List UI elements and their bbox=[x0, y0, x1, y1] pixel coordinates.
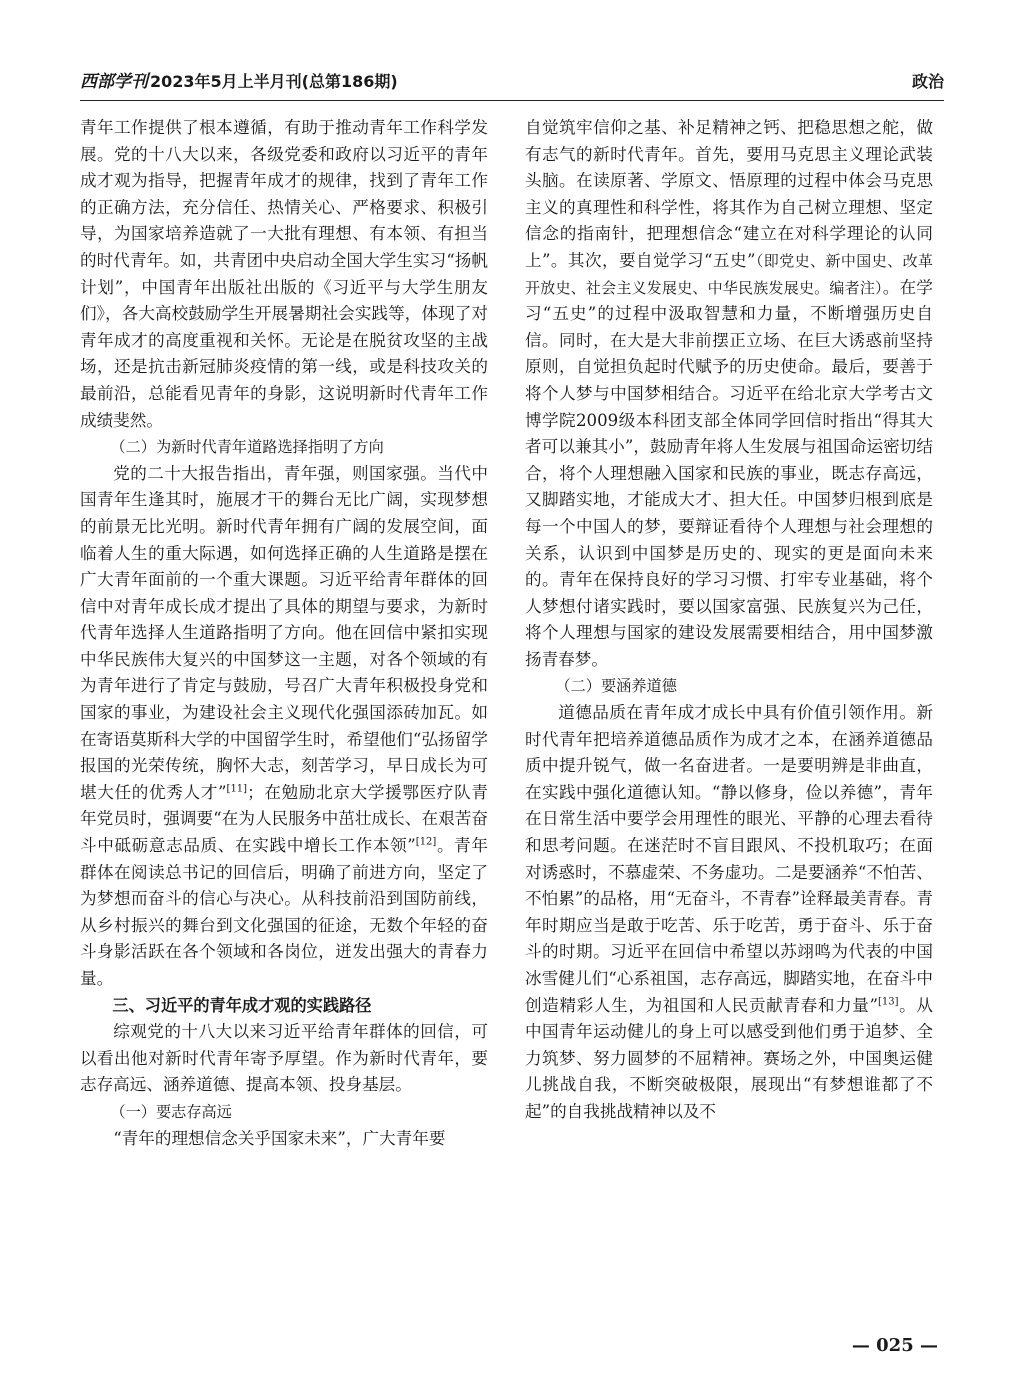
paragraph-text: 党的二十大报告指出，青年强，则国家强。当代中国青年生逢其时，施展才干的舞台无比广阔，实现梦想的前景无比光明。新时代青年拥有广阔的发展空间，面临着人生的重大际遇，如何选择正确的人生道路是摆在广大青年面前的一个重大课题。习近平给青年群体的回信中对青年成长成才提出了具体的期望与要求，为新时代青年选择人生道路指明了方向。他在回信中紧扣实现中华民族伟大复兴的中国梦这一主题，对各个领域的有为青年进行了肯定与鼓励，号召广大青年积极投身党和国家的事业，为建设社会主义现代化强国添砖加瓦。如在寄语莫斯科大学的中国留学生时，希望他们“弘扬留学报国的光荣传统，胸怀大志，刻苦学习，早日成长为可堪大任的优秀人才” bbox=[80, 463, 488, 802]
paragraph-text: 。从中国青年运动健儿的身上可以感受到他们勇于追梦、全力筑梦、努力圆梦的不屈精神。赛场之外，中国奥运健儿挑战自我，不断突破极限，展现出“有梦想谁都了不起”的自我挑战精神以及不 bbox=[525, 995, 933, 1121]
journal-masthead bbox=[80, 67, 398, 92]
journal-logo: 西部学刊 bbox=[80, 72, 148, 92]
page-header bbox=[80, 62, 944, 92]
editor-note: （即党史、新中国史、改革开放史、社会主义发展史、中华民族发展史。编者注） bbox=[525, 251, 933, 297]
paragraph: 青年工作提供了根本遵循，有助于推动青年工作科学发展。党的十八大以来，各级党委和政府以习近平的青年成才观为指导，把握青年成才的规律，找到了青年工作的正确方法，充分信任、热情关心、严格要求、积极引导，为国家培养造就了一大批有理想、有本领、有担当的时代青年。如，共青团中央启动全国大学生实习“扬帆计划”，中国青年出版社出版的《习近平与大学生朋友们》，各大高校鼓励学生开展暑期社会实践等，体现了对青年成才的高度重视和关怀。无论是在脱贫攻坚的主战场，还是抗击新冠肺炎疫情的第一线，或是科技攻关的最前沿，总能看见青年的身影，这说明新时代青年工作成绩斐然。 bbox=[80, 118, 488, 430]
issue-info: 2023年5月上半月刊(总第186期) bbox=[150, 72, 398, 91]
subheading: （二）为新时代青年道路选择指明了方向 bbox=[110, 438, 384, 457]
paragraph bbox=[80, 461, 488, 993]
left-column bbox=[80, 115, 488, 1152]
citation-ref: [13] bbox=[878, 996, 899, 1008]
paragraph-text: 。在学习“五史”的过程中汲取智慧和力量，不断增强历史自信。同时，在大是大非前摆正立场、在巨大诱惑前坚持原则，自觉担负起时代赋予的历史使命。最后，要善于将个人梦与中国梦相结合。习近平在给北京大学考古文博学院2009级本科团支部全体同学回信时指出“得其大者可以兼其小”，鼓励青年将人生发展与祖国命运密切结合，将个人理想融入国家和民族的事业，既志存高远，又脚踏实地，才能成大才、担大任。中国梦归根到底是每一个中国人的梦，要辩证看待个人理想与社会理想的关系，认识到中国梦是历史的、现实的更是面向未来的。青年在保持良好的学习习惯、打牢专业基础，将个人梦想付诸实践时，要以国家富强、民族复兴为己任，将个人理想与国家的建设发展需要相结合，用中国梦激扬青春梦。 bbox=[525, 277, 934, 669]
paragraph-text: 。青年群体在阅读总书记的回信后，明确了前进方向，坚定了为梦想而奋斗的信心与决心。从科技前沿到国防前线，从乡村振兴的舞台到文化强国的征途，无数个年轻的奋斗身影活跃在各个领域和各岗位，迸发出强大的青春力量。 bbox=[80, 836, 489, 988]
section-heading: 三、习近平的青年成才观的实践路径 bbox=[112, 995, 372, 1015]
paragraph bbox=[525, 115, 933, 673]
paragraph bbox=[525, 700, 933, 1126]
page-number: — 025 — bbox=[851, 1335, 938, 1356]
paragraph-text: 道德品质在青年成才成长中具有价值引领作用。新时代青年把培养道德品质作为成才之本，在涵养道德品质中提升锐气，做一名奋进者。一是要明辨是非曲直，在实践中强化道德认知。“静以修身，俭以养德”，青年在日常生活中要学会用理性的眼光、平静的心理去看待和思考问题。在迷茫时不盲目跟风、不投机取巧；在面对诱惑时，不慕虚荣、不务虚功。二是要涵养“不怕苦、不怕累”的品格，用“无奋斗，不青春”诠释最美青春。青年时期应当是敢于吃苦、乐于吃苦，勇于奋斗、乐于奋斗的时期。习近平在回信中希望以苏翊鸣为代表的中国冰雪健儿们“心系祖国，志存高远，脚踏实地，在奋斗中创造精彩人生，为祖国和人民贡献青春和力量” bbox=[525, 703, 933, 1015]
paragraph: “青年的理想信念关乎国家未来”，广大青年要 bbox=[113, 1128, 446, 1148]
section-name: 政治 bbox=[911, 72, 944, 91]
paragraph: 综观党的十八大以来习近平给青年群体的回信，可以看出他对新时代青年寄予厚望。作为新时代青年，要志存高远、涵养道德、提高本领、投身基层。 bbox=[80, 1022, 488, 1095]
subheading: （二）要涵养道德 bbox=[555, 677, 677, 696]
right-column bbox=[525, 115, 933, 1126]
citation-ref: [12] bbox=[415, 836, 437, 848]
paragraph-text: ；在勉励北京大学援鄂医疗队青年党员时，强调要“在为人民服务中茁壮成长、在艰苦奋斗中砥砺意志品质、在实践中增长工作本领” bbox=[80, 782, 489, 856]
subheading: （一）要志存高远 bbox=[110, 1102, 232, 1121]
paragraph-text: 自觉筑牢信仰之基、补足精神之钙、把稳思想之舵，做有志气的新时代青年。首先，要用马克思主义理论武装头脑。在读原著、学原文、悟原理的过程中体会马克思主义的真理性和科学性，将其作为自己树立理想、坚定信念的指南针，把理想信念“建立在对科学理论的认同上”。其次，要自觉学习“五史” bbox=[525, 118, 933, 270]
header-divider bbox=[80, 100, 944, 101]
citation-ref: [11] bbox=[226, 783, 248, 795]
